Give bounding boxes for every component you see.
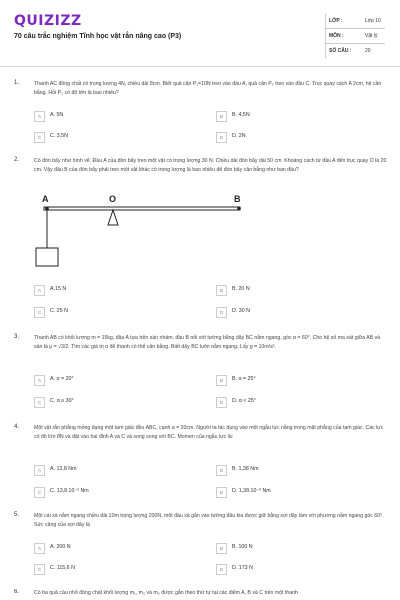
- question-text: Một vật rắn phẳng mỏng dạng một tam giác đều ABC, cạnh a = 20cm. Người ta tác dụng vào một ngẫu lực nằng trong mặt phẳng của tam giác. Các lực có độ lớn 8N và đặt vào hai đỉnh A và C và song song với BC. Momen của ngẫu lực là:: [34, 425, 384, 440]
- question-text: Một cái xà nằm ngang chiều dài 10m trọng lượng 200N, một đầu xà gắn vào tường đầu kia được giữ bằng sợi dây làm với phương nằm ngang góc 60⁰. Sức căng của sợi dây là: [34, 513, 384, 528]
- page-title: 70 câu trắc nghiệm Tĩnh học vật rắn nâng cao (P3): [14, 33, 182, 40]
- meta-count-label: SỐ CÂU :: [329, 48, 352, 54]
- option-text: D. 173 N: [232, 565, 253, 571]
- option-text: A.15 N: [50, 286, 67, 292]
- option-d[interactable]: [216, 563, 376, 574]
- option-text: C. 13,8.10⁻² Nm: [50, 488, 89, 494]
- quizizz-logo[interactable]: QUIZIZZ: [14, 13, 82, 29]
- option-text: D. 30 N: [232, 308, 250, 314]
- option-c[interactable]: [34, 396, 194, 407]
- option-c[interactable]: [34, 486, 194, 497]
- question-2: [14, 157, 386, 327]
- question-number: 4.: [14, 424, 20, 430]
- fulcrum: [108, 210, 118, 225]
- option-d[interactable]: [216, 396, 376, 407]
- option-text: D. 2N: [232, 133, 246, 139]
- question-number: 3.: [14, 334, 20, 340]
- option-letter: C: [34, 397, 45, 408]
- option-letter: A: [34, 111, 45, 122]
- meta-grade: [325, 14, 385, 27]
- option-letter: D: [216, 397, 227, 408]
- option-d[interactable]: [216, 306, 376, 317]
- option-c[interactable]: [34, 306, 194, 317]
- question-1: [14, 80, 386, 150]
- option-letter: B: [216, 375, 227, 386]
- option-text: C. α ≥ 30°: [50, 398, 74, 404]
- option-b[interactable]: [216, 542, 376, 553]
- option-text: A. α = 20°: [50, 376, 74, 382]
- meta-subject-label: MÔN :: [329, 33, 344, 39]
- question-number: 5.: [14, 512, 20, 518]
- question-number: 2.: [14, 157, 20, 163]
- option-b[interactable]: [216, 284, 376, 295]
- label-o: O: [109, 194, 117, 204]
- meta-count: [325, 44, 385, 57]
- option-text: C. 25 N: [50, 308, 68, 314]
- option-letter: D: [216, 487, 227, 498]
- option-text: C. 115,6 N: [50, 565, 75, 571]
- option-letter: B: [216, 543, 227, 554]
- label-b: B: [234, 194, 241, 204]
- option-d[interactable]: [216, 131, 376, 142]
- question-number: 6.: [14, 589, 20, 595]
- option-text: C. 3,5N: [50, 133, 68, 139]
- label-a: A: [42, 194, 49, 204]
- header: [0, 0, 400, 62]
- question-number: 1.: [14, 80, 20, 86]
- option-letter: B: [216, 285, 227, 296]
- option-letter: D: [216, 564, 227, 575]
- option-letter: A: [34, 543, 45, 554]
- question-text: Có đòn bẩy như hình vẽ. Đầu A của đòn bẩy treo một vật có trọng lượng 30 N. Chiều dài đòn bẩy dài 50 cm. Khoảng cách từ đầu A đến trục quay O là 20 cm. Vậy đầu B của đòn bẩy phải treo một vật khác có trọng lượng là bao nhiêu để đòn bẩy cân bằng như ban đầu?: [34, 158, 387, 173]
- option-text: B. α = 25°: [232, 376, 256, 382]
- option-b[interactable]: [216, 374, 376, 385]
- option-letter: A: [34, 285, 45, 296]
- option-a[interactable]: [34, 464, 194, 475]
- question-5: [14, 512, 386, 582]
- question-text: Có ba quả cầu nhỏ đồng chất khối lượng m₁, m₂ và m₃ được gắn theo thứ tự tại các điểm A, B và C trên một thanh: [34, 590, 298, 596]
- option-a[interactable]: [34, 284, 194, 295]
- meta-grade-value: Lớp 10: [365, 18, 381, 24]
- option-letter: B: [216, 111, 227, 122]
- option-text: B. 100 N: [232, 544, 253, 550]
- option-text: B. 4,5N: [232, 112, 250, 118]
- option-b[interactable]: [216, 464, 376, 475]
- hanging-weight: [36, 248, 58, 266]
- question-text: Thanh AC đồng chất có trọng lượng 4N, chiều dài 8cm. Biết quả cân P₁=10N treo vào đầu A, quả cân P₂ treo vào đầu C. Trục quay cách A 2cm, hệ cân bằng. Hỏi P₂ có độ lớn là bao nhiêu?: [34, 81, 382, 96]
- option-c[interactable]: [34, 563, 194, 574]
- option-a[interactable]: [34, 374, 194, 385]
- option-letter: C: [34, 307, 45, 318]
- meta-subject-value: Vật lý: [365, 33, 378, 39]
- option-text: A. 13,8 Nm: [50, 466, 77, 472]
- option-letter: D: [216, 132, 227, 143]
- lever-diagram: [30, 193, 260, 273]
- option-letter: B: [216, 465, 227, 476]
- meta-subject: [325, 29, 385, 42]
- option-a[interactable]: [34, 542, 194, 553]
- option-text: A. 5N: [50, 112, 64, 118]
- option-text: A. 200 N: [50, 544, 71, 550]
- question-3: [14, 334, 386, 414]
- header-divider: [0, 66, 400, 67]
- meta-grade-label: LỚP :: [329, 18, 343, 24]
- point-b: [237, 207, 241, 211]
- option-a[interactable]: [34, 110, 194, 121]
- option-text: B. 20 N: [232, 286, 250, 292]
- option-b[interactable]: [216, 110, 376, 121]
- question-text: Thanh AB có khối lượng m = 15kg, đầu A tựa trên sàn nhám, đầu B nối với tường bằng dây BC nằm ngang, góc α = 60°. Cho hệ số ma sát giữa AB và sàn là μ = √3/2. Tìm các giá trị α để thanh có thể cân bằng. Biết dây BC luôn nằm ngang. Lấy g = 10m/s².: [34, 335, 381, 350]
- question-4: [14, 424, 386, 504]
- option-letter: C: [34, 487, 45, 498]
- option-letter: A: [34, 375, 45, 386]
- option-letter: C: [34, 564, 45, 575]
- option-letter: C: [34, 132, 45, 143]
- point-a: [45, 207, 49, 211]
- option-text: D. 1,38.10⁻³ Nm: [232, 488, 271, 494]
- option-letter: D: [216, 307, 227, 318]
- option-text: B. 1,38 Nm: [232, 466, 259, 472]
- question-6: [14, 589, 386, 600]
- option-d[interactable]: [216, 486, 376, 497]
- option-letter: A: [34, 465, 45, 476]
- option-text: D. α < 25°: [232, 398, 256, 404]
- lever-bar: [44, 207, 240, 210]
- meta-count-value: 20: [365, 48, 371, 54]
- option-c[interactable]: [34, 131, 194, 142]
